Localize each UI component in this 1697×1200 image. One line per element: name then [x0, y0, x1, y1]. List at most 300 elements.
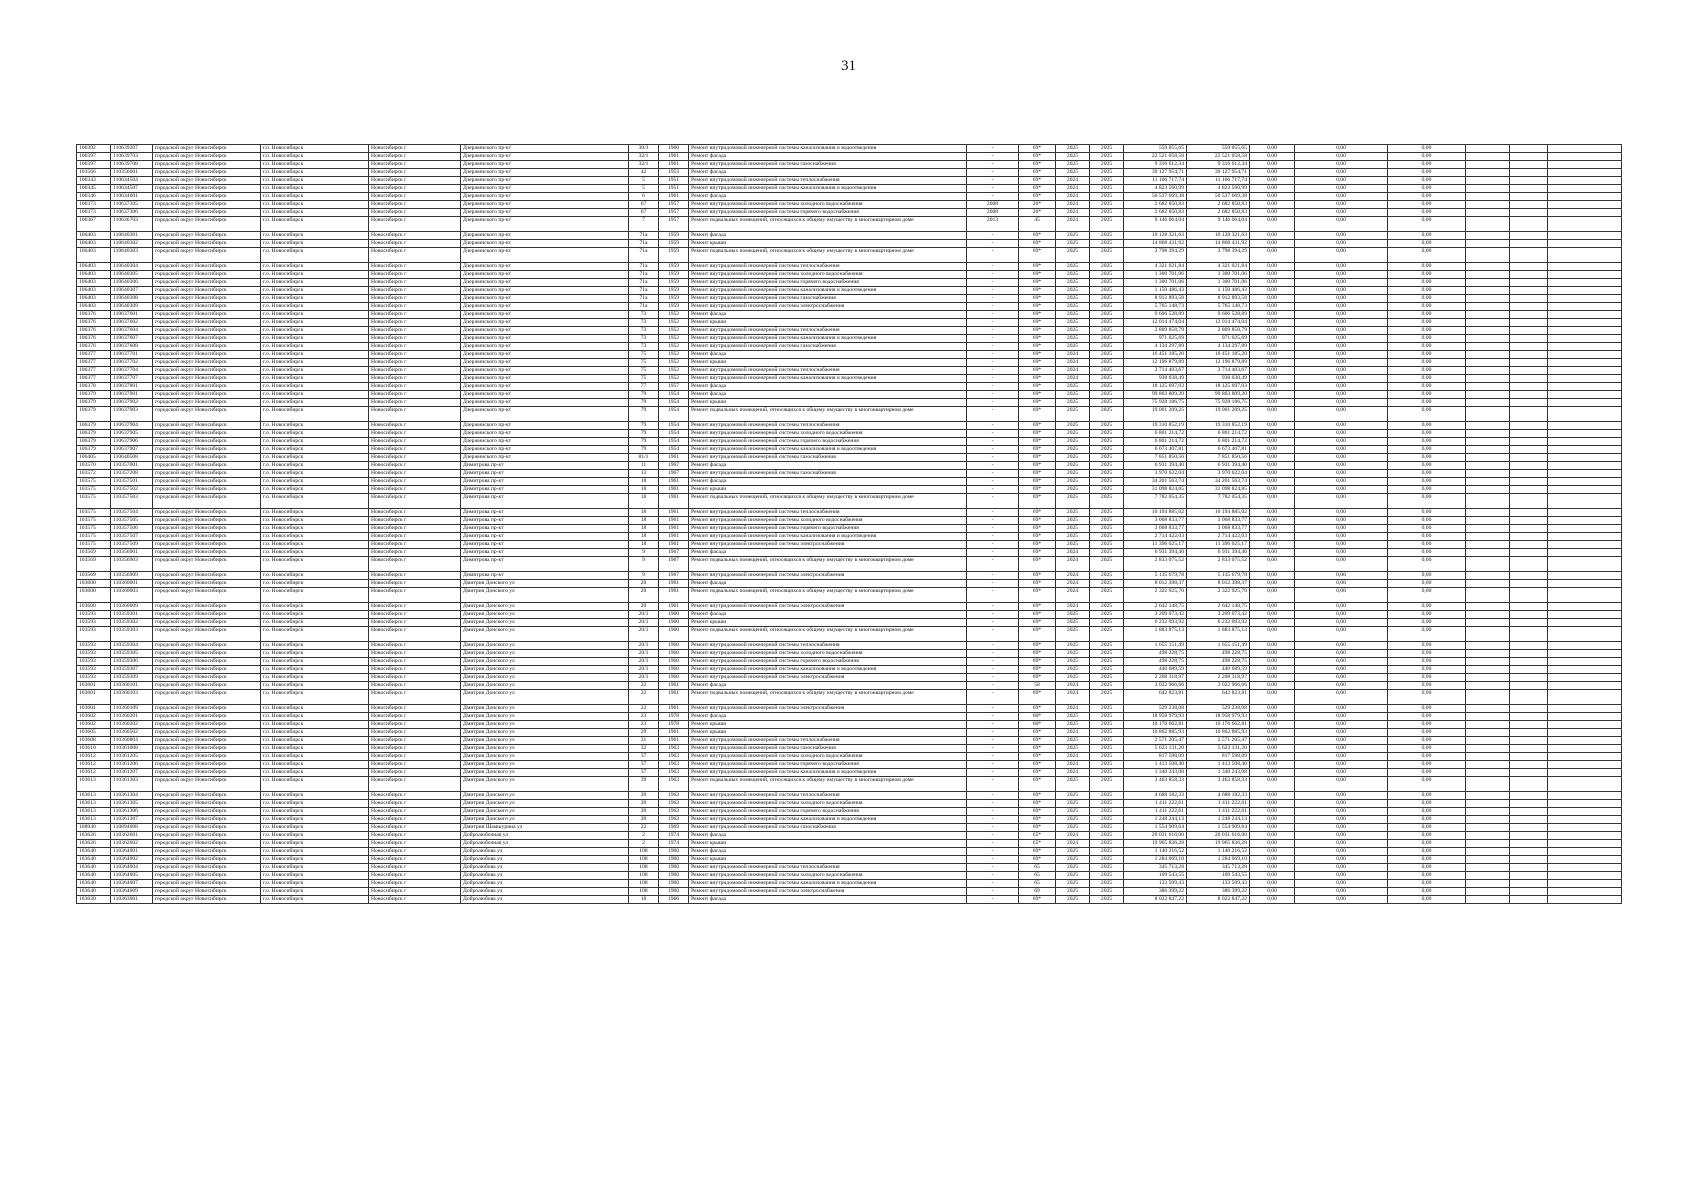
- work-type-cell: Ремонт внутридомовой инженерной системы теплоснабжения: [689, 792, 967, 800]
- house-id-cell: 103602: [77, 721, 111, 729]
- blank-cell: [1466, 454, 1510, 462]
- blank-cell: [1548, 848, 1622, 856]
- street-cell: Дмитрия Донского ул: [461, 753, 629, 761]
- municipal-unit-cell: г.о. Новосибирск: [261, 271, 369, 279]
- wear-cell: 69*: [1019, 399, 1056, 407]
- work-id-cell: 110359307: [111, 666, 153, 674]
- work-id-cell: 110363001: [111, 896, 153, 904]
- fund-cost-cell: 19 310 852,19: [1187, 422, 1250, 430]
- local-cost-cell: 0,00: [1388, 145, 1466, 153]
- work-id-cell: 110640309: [111, 303, 153, 311]
- blank-cell: [1466, 343, 1510, 351]
- wear-cell: 69*: [1019, 729, 1056, 737]
- blank-cell: [1466, 777, 1510, 792]
- budget-cost-cell: 0,00: [1250, 557, 1295, 572]
- plan-year-cell: 2024: [1056, 729, 1090, 737]
- regional-cost-cell: 0,00: [1295, 399, 1388, 407]
- last-repair-year-cell: -: [967, 517, 1019, 525]
- last-repair-year-cell: -: [967, 627, 1019, 642]
- wear-cell: 69*: [1019, 193, 1056, 201]
- end-year-cell: 2025: [1090, 619, 1124, 627]
- blank-cell: [1466, 557, 1510, 572]
- work-type-cell: Ремонт внутридомовой инженерной системы электроснабжения: [689, 541, 967, 549]
- regional-cost-cell: 0,00: [1295, 674, 1388, 682]
- house-number-cell: 79: [629, 438, 659, 446]
- fund-cost-cell: 3 068 833,77: [1187, 525, 1250, 533]
- wear-cell: 20*: [1019, 201, 1056, 209]
- work-id-cell: 110361307: [111, 816, 153, 824]
- house-id-cell: 103593: [77, 627, 111, 642]
- blank-cell: [1510, 777, 1548, 792]
- plan-year-cell: 2024: [1056, 588, 1090, 603]
- local-cost-cell: 0,00: [1388, 880, 1466, 888]
- budget-cost-cell: 0,00: [1250, 153, 1295, 161]
- build-year-cell: 1961: [659, 588, 689, 603]
- wear-cell: 69*: [1019, 454, 1056, 462]
- municipal-unit-cell: г.о. Новосибирск: [261, 407, 369, 422]
- end-year-cell: 2025: [1090, 856, 1124, 864]
- plan-year-cell: 2024: [1056, 375, 1090, 383]
- regional-cost-cell: 0,00: [1295, 367, 1388, 375]
- locality-cell: Новосибирск г: [369, 462, 461, 470]
- last-repair-year-cell: -: [967, 650, 1019, 658]
- wear-cell: 69*: [1019, 248, 1056, 263]
- blank-cell: [1510, 769, 1548, 777]
- locality-cell: Новосибирск г: [369, 351, 461, 359]
- regional-cost-cell: 0,00: [1295, 438, 1388, 446]
- fund-cost-cell: 3 970 622,04: [1187, 470, 1250, 478]
- work-type-cell: Ремонт внутридомовой инженерной системы электроснабжения: [689, 303, 967, 311]
- blank-cell: [1466, 351, 1510, 359]
- end-year-cell: 2025: [1090, 864, 1124, 872]
- end-year-cell: 2025: [1090, 745, 1124, 753]
- blank-cell: [1466, 509, 1510, 517]
- last-repair-year-cell: -: [967, 359, 1019, 367]
- locality-cell: Новосибирск г: [369, 745, 461, 753]
- wear-cell: 69*: [1019, 478, 1056, 486]
- municipal-unit-cell: г.о. Новосибирск: [261, 263, 369, 271]
- house-id-cell: 103575: [77, 494, 111, 509]
- regional-cost-cell: 0,00: [1295, 753, 1388, 761]
- budget-cost-cell: 0,00: [1250, 627, 1295, 642]
- last-repair-year-cell: -: [967, 295, 1019, 303]
- municipal-unit-cell: г.о. Новосибирск: [261, 674, 369, 682]
- plan-year-cell: 2025: [1056, 650, 1090, 658]
- municipality-cell: городской округ Новосибирск: [153, 713, 261, 721]
- budget-cost-cell: 0,00: [1250, 745, 1295, 753]
- locality-cell: Новосибирск г: [369, 327, 461, 335]
- blank-cell: [1466, 848, 1510, 856]
- blank-cell: [1466, 580, 1510, 588]
- house-number-cell: 20/1: [629, 611, 659, 619]
- total-cost-cell: 1 284 069,10: [1124, 856, 1187, 864]
- work-id-cell: 110360003: [111, 588, 153, 603]
- blank-cell: [1510, 896, 1548, 904]
- local-cost-cell: 0,00: [1388, 185, 1466, 193]
- build-year-cell: 1959: [659, 240, 689, 248]
- house-id-cell: 106405: [77, 454, 111, 462]
- local-cost-cell: 0,00: [1388, 840, 1466, 848]
- locality-cell: Новосибирск г: [369, 430, 461, 438]
- wear-cell: 69*: [1019, 816, 1056, 824]
- table-row: [77, 896, 1622, 904]
- end-year-cell: 2025: [1090, 509, 1124, 517]
- street-cell: Дмитрия Донского ул: [461, 792, 629, 800]
- blank-cell: [1548, 193, 1622, 201]
- municipal-unit-cell: г.о. Новосибирск: [261, 240, 369, 248]
- blank-cell: [1510, 864, 1548, 872]
- house-number-cell: 71а: [629, 279, 659, 287]
- blank-cell: [1510, 800, 1548, 808]
- municipality-cell: городской округ Новосибирск: [153, 792, 261, 800]
- street-cell: Дмитрия Донского ул: [461, 611, 629, 619]
- municipality-cell: городской округ Новосибирск: [153, 572, 261, 580]
- work-id-cell: 110640303: [111, 248, 153, 263]
- regional-cost-cell: 0,00: [1295, 816, 1388, 824]
- wear-cell: 69*: [1019, 422, 1056, 430]
- work-type-cell: Ремонт внутридомовой инженерной системы холодного водоснабжения: [689, 800, 967, 808]
- table-row: [77, 509, 1622, 517]
- total-cost-cell: 50 537 669,38: [1124, 193, 1187, 201]
- work-type-cell: Ремонт фасада: [689, 193, 967, 201]
- last-repair-year-cell: -: [967, 375, 1019, 383]
- municipal-unit-cell: г.о. Новосибирск: [261, 627, 369, 642]
- municipality-cell: городской округ Новосибирск: [153, 517, 261, 525]
- locality-cell: Новосибирск г: [369, 642, 461, 650]
- locality-cell: Новосибирск г: [369, 343, 461, 351]
- fund-cost-cell: 31 098 824,85: [1187, 486, 1250, 494]
- fund-cost-cell: 3 463 858,33: [1187, 777, 1250, 792]
- plan-year-cell: 2024: [1056, 761, 1090, 769]
- blank-cell: [1548, 682, 1622, 690]
- budget-cost-cell: 0,00: [1250, 713, 1295, 721]
- plan-year-cell: 2024: [1056, 177, 1090, 185]
- end-year-cell: 2025: [1090, 311, 1124, 319]
- build-year-cell: 1952: [659, 359, 689, 367]
- regional-cost-cell: 0,00: [1295, 745, 1388, 753]
- plan-year-cell: 2025: [1056, 470, 1090, 478]
- work-type-cell: Ремонт внутридомовой инженерной системы электроснабжения: [689, 572, 967, 580]
- table-row: [77, 248, 1622, 263]
- work-type-cell: Ремонт внутридомовой инженерной системы газоснабжения: [689, 745, 967, 753]
- street-cell: Дмитрия Донского ул: [461, 737, 629, 745]
- fund-cost-cell: 971 025,69: [1187, 335, 1250, 343]
- blank-cell: [1466, 896, 1510, 904]
- fund-cost-cell: 34 201 563,74: [1187, 478, 1250, 486]
- municipal-unit-cell: г.о. Новосибирск: [261, 303, 369, 311]
- municipal-unit-cell: г.о. Новосибирск: [261, 193, 369, 201]
- municipal-unit-cell: г.о. Новосибирск: [261, 383, 369, 391]
- build-year-cell: 1952: [659, 375, 689, 383]
- fund-cost-cell: 75 928 186,75: [1187, 399, 1250, 407]
- work-id-cell: 110637906: [111, 438, 153, 446]
- wear-cell: 69*: [1019, 438, 1056, 446]
- end-year-cell: 2025: [1090, 541, 1124, 549]
- plan-year-cell: 2025: [1056, 864, 1090, 872]
- wear-cell: 69*: [1019, 642, 1056, 650]
- municipality-cell: городской округ Новосибирск: [153, 303, 261, 311]
- build-year-cell: 1960: [659, 666, 689, 674]
- plan-year-cell: 2024: [1056, 185, 1090, 193]
- plan-year-cell: 2025: [1056, 666, 1090, 674]
- build-year-cell: 1952: [659, 343, 689, 351]
- build-year-cell: 1963: [659, 745, 689, 753]
- street-cell: Дзержинского пр-кт: [461, 287, 629, 295]
- total-cost-cell: 7 782 054,35: [1124, 494, 1187, 509]
- fund-cost-cell: 6 931 394,40: [1187, 462, 1250, 470]
- local-cost-cell: 0,00: [1388, 745, 1466, 753]
- wear-cell: 69*: [1019, 343, 1056, 351]
- municipal-unit-cell: г.о. Новосибирск: [261, 713, 369, 721]
- municipal-unit-cell: г.о. Новосибирск: [261, 209, 369, 217]
- wear-cell: 69*: [1019, 848, 1056, 856]
- fund-cost-cell: 2 714 403,67: [1187, 367, 1250, 375]
- municipal-unit-cell: г.о. Новосибирск: [261, 462, 369, 470]
- regional-cost-cell: 0,00: [1295, 391, 1388, 399]
- wear-cell: 69*: [1019, 161, 1056, 169]
- work-type-cell: Ремонт внутридомовой инженерной системы канализования и водоотведения: [689, 816, 967, 824]
- work-type-cell: Ремонт крыши: [689, 619, 967, 627]
- municipal-unit-cell: г.о. Новосибирск: [261, 470, 369, 478]
- locality-cell: Новосибирск г: [369, 808, 461, 816]
- local-cost-cell: 0,00: [1388, 541, 1466, 549]
- locality-cell: Новосибирск г: [369, 816, 461, 824]
- build-year-cell: 1961: [659, 486, 689, 494]
- municipal-unit-cell: г.о. Новосибирск: [261, 343, 369, 351]
- municipality-cell: городской округ Новосибирск: [153, 745, 261, 753]
- regional-cost-cell: 0,00: [1295, 792, 1388, 800]
- table-row: [77, 169, 1622, 177]
- house-number-cell: 23: [629, 721, 659, 729]
- work-id-cell: 110640306: [111, 279, 153, 287]
- wear-cell: 69*: [1019, 777, 1056, 792]
- locality-cell: Новосибирск г: [369, 438, 461, 446]
- municipality-cell: городской округ Новосибирск: [153, 580, 261, 588]
- house-number-cell: 73: [629, 335, 659, 343]
- budget-cost-cell: 0,00: [1250, 642, 1295, 650]
- end-year-cell: 2025: [1090, 761, 1124, 769]
- wear-cell: 69*: [1019, 603, 1056, 611]
- budget-cost-cell: 0,00: [1250, 800, 1295, 808]
- end-year-cell: 2025: [1090, 319, 1124, 327]
- locality-cell: Новосибирск г: [369, 319, 461, 327]
- wear-cell: 69*: [1019, 359, 1056, 367]
- municipal-unit-cell: г.о. Новосибирск: [261, 769, 369, 777]
- table-row: [77, 359, 1622, 367]
- last-repair-year-cell: -: [967, 145, 1019, 153]
- local-cost-cell: 0,00: [1388, 848, 1466, 856]
- blank-cell: [1510, 232, 1548, 240]
- fund-cost-cell: 6 931 394,40: [1187, 549, 1250, 557]
- street-cell: Добролюбочная ул: [461, 832, 629, 840]
- house-id-cell: 103575: [77, 525, 111, 533]
- end-year-cell: 2025: [1090, 462, 1124, 470]
- municipality-cell: городской округ Новосибирск: [153, 800, 261, 808]
- build-year-cell: 1974: [659, 832, 689, 840]
- table-row: [77, 430, 1622, 438]
- total-cost-cell: 75 928 186,75: [1124, 399, 1187, 407]
- locality-cell: Новосибирск г: [369, 375, 461, 383]
- work-id-cell: 110634601: [111, 193, 153, 201]
- locality-cell: Новосибирск г: [369, 666, 461, 674]
- wear-cell: 20*: [1019, 209, 1056, 217]
- last-repair-year-cell: -: [967, 674, 1019, 682]
- budget-cost-cell: 0,00: [1250, 383, 1295, 391]
- build-year-cell: 1961: [659, 525, 689, 533]
- locality-cell: Новосибирск г: [369, 753, 461, 761]
- plan-year-cell: 2025: [1056, 391, 1090, 399]
- municipal-unit-cell: г.о. Новосибирск: [261, 856, 369, 864]
- budget-cost-cell: 0,00: [1250, 824, 1295, 832]
- table-row: [77, 422, 1622, 430]
- locality-cell: Новосибирск г: [369, 209, 461, 217]
- blank-cell: [1548, 145, 1622, 153]
- fund-cost-cell: 12 196 879,89: [1187, 359, 1250, 367]
- table-row: [77, 611, 1622, 619]
- total-cost-cell: 10 194 885,02: [1124, 509, 1187, 517]
- table-row: [77, 446, 1622, 454]
- house-id-cell: 106343: [77, 177, 111, 185]
- budget-cost-cell: 0,00: [1250, 705, 1295, 713]
- table-row: [77, 541, 1622, 549]
- work-type-cell: Ремонт внутридомовой инженерной системы теплоснабжения: [689, 367, 967, 375]
- street-cell: Дзержинского пр-кт: [461, 422, 629, 430]
- total-cost-cell: 3 068 833,77: [1124, 525, 1187, 533]
- last-repair-year-cell: -: [967, 541, 1019, 549]
- blank-cell: [1548, 470, 1622, 478]
- regional-cost-cell: 0,00: [1295, 343, 1388, 351]
- blank-cell: [1548, 311, 1622, 319]
- work-id-cell: 110360001: [111, 580, 153, 588]
- blank-cell: [1510, 303, 1548, 311]
- blank-cell: [1466, 478, 1510, 486]
- work-type-cell: Ремонт фасада: [689, 896, 967, 904]
- work-id-cell: 110361206: [111, 761, 153, 769]
- locality-cell: Новосибирск г: [369, 295, 461, 303]
- last-repair-year-cell: -: [967, 177, 1019, 185]
- municipality-cell: городской округ Новосибирск: [153, 161, 261, 169]
- locality-cell: Новосибирск г: [369, 161, 461, 169]
- work-id-cell: 110357208: [111, 470, 153, 478]
- house-id-cell: 103593: [77, 674, 111, 682]
- municipal-unit-cell: г.о. Новосибирск: [261, 438, 369, 446]
- regional-cost-cell: 0,00: [1295, 383, 1388, 391]
- blank-cell: [1510, 705, 1548, 713]
- plan-year-cell: 2024: [1056, 832, 1090, 840]
- table-row: [77, 848, 1622, 856]
- work-type-cell: Ремонт внутридомовой инженерной системы теплоснабжения: [689, 509, 967, 517]
- street-cell: Дзержинского пр-кт: [461, 311, 629, 319]
- work-type-cell: Ремонт внутридомовой инженерной системы теплоснабжения: [689, 864, 967, 872]
- regional-cost-cell: 0,00: [1295, 611, 1388, 619]
- locality-cell: Новосибирск г: [369, 217, 461, 232]
- house-id-cell: 106379: [77, 438, 111, 446]
- blank-cell: [1510, 666, 1548, 674]
- blank-cell: [1548, 816, 1622, 824]
- fund-cost-cell: 5 623 131,20: [1187, 745, 1250, 753]
- wear-cell: 69*: [1019, 279, 1056, 287]
- total-cost-cell: 5 623 131,20: [1124, 745, 1187, 753]
- house-number-cell: 31: [629, 737, 659, 745]
- work-type-cell: Ремонт фасада: [689, 580, 967, 588]
- street-cell: Дмитрия Донского ул: [461, 580, 629, 588]
- municipality-cell: городской округ Новосибирск: [153, 864, 261, 872]
- blank-cell: [1510, 391, 1548, 399]
- regional-cost-cell: 0,00: [1295, 303, 1388, 311]
- blank-cell: [1466, 169, 1510, 177]
- house-id-cell: 103600: [77, 588, 111, 603]
- blank-cell: [1548, 864, 1622, 872]
- blank-cell: [1466, 446, 1510, 454]
- wear-cell: 69*: [1019, 391, 1056, 399]
- wear-cell: 69*: [1019, 295, 1056, 303]
- wear-cell: 69*: [1019, 351, 1056, 359]
- locality-cell: Новосибирск г: [369, 572, 461, 580]
- plan-year-cell: 2025: [1056, 619, 1090, 627]
- plan-year-cell: 2024: [1056, 572, 1090, 580]
- house-number-cell: 108: [629, 864, 659, 872]
- house-number-cell: 32: [629, 745, 659, 753]
- build-year-cell: 1959: [659, 279, 689, 287]
- house-number-cell: 13: [629, 470, 659, 478]
- municipal-unit-cell: г.о. Новосибирск: [261, 792, 369, 800]
- regional-cost-cell: 0,00: [1295, 279, 1388, 287]
- blank-cell: [1548, 177, 1622, 185]
- municipal-unit-cell: г.о. Новосибирск: [261, 422, 369, 430]
- work-type-cell: Ремонт подвальных помещений, относящихся к общему имуществу в многоквартирном доме: [689, 690, 967, 705]
- end-year-cell: 2025: [1090, 674, 1124, 682]
- regional-cost-cell: 0,00: [1295, 422, 1388, 430]
- house-id-cell: 106403: [77, 232, 111, 240]
- end-year-cell: 2025: [1090, 303, 1124, 311]
- street-cell: Добролюбова ул: [461, 872, 629, 880]
- blank-cell: [1510, 816, 1548, 824]
- end-year-cell: 2025: [1090, 549, 1124, 557]
- locality-cell: Новосибирск г: [369, 682, 461, 690]
- municipal-unit-cell: г.о. Новосибирск: [261, 832, 369, 840]
- build-year-cell: 1959: [659, 295, 689, 303]
- total-cost-cell: 2 682 850,83: [1124, 209, 1187, 217]
- wear-cell: 69*: [1019, 666, 1056, 674]
- build-year-cell: 1961: [659, 478, 689, 486]
- build-year-cell: 1961: [659, 193, 689, 201]
- blank-cell: [1510, 201, 1548, 209]
- fund-cost-cell: 1 140 216,52: [1187, 848, 1250, 856]
- blank-cell: [1510, 271, 1548, 279]
- locality-cell: Новосибирск г: [369, 721, 461, 729]
- table-row: [77, 666, 1622, 674]
- end-year-cell: 2025: [1090, 287, 1124, 295]
- last-repair-year-cell: -: [967, 525, 1019, 533]
- street-cell: Дзержинского пр-кт: [461, 177, 629, 185]
- total-cost-cell: 14 868 431,92: [1124, 240, 1187, 248]
- municipal-unit-cell: г.о. Новосибирск: [261, 145, 369, 153]
- total-cost-cell: 2 833 075,52: [1124, 557, 1187, 572]
- end-year-cell: 2025: [1090, 840, 1124, 848]
- work-id-cell: 110636703: [111, 217, 153, 232]
- plan-year-cell: 2024: [1056, 840, 1090, 848]
- fund-cost-cell: 20 031 616,00: [1187, 832, 1250, 840]
- budget-cost-cell: 0,00: [1250, 279, 1295, 287]
- last-repair-year-cell: -: [967, 391, 1019, 399]
- budget-cost-cell: 0,00: [1250, 737, 1295, 745]
- total-cost-cell: 11 396 025,17: [1124, 541, 1187, 549]
- house-id-cell: 106379: [77, 407, 111, 422]
- work-id-cell: 110637604: [111, 327, 153, 335]
- house-number-cell: 5: [629, 177, 659, 185]
- build-year-cell: 1963: [659, 761, 689, 769]
- blank-cell: [1510, 611, 1548, 619]
